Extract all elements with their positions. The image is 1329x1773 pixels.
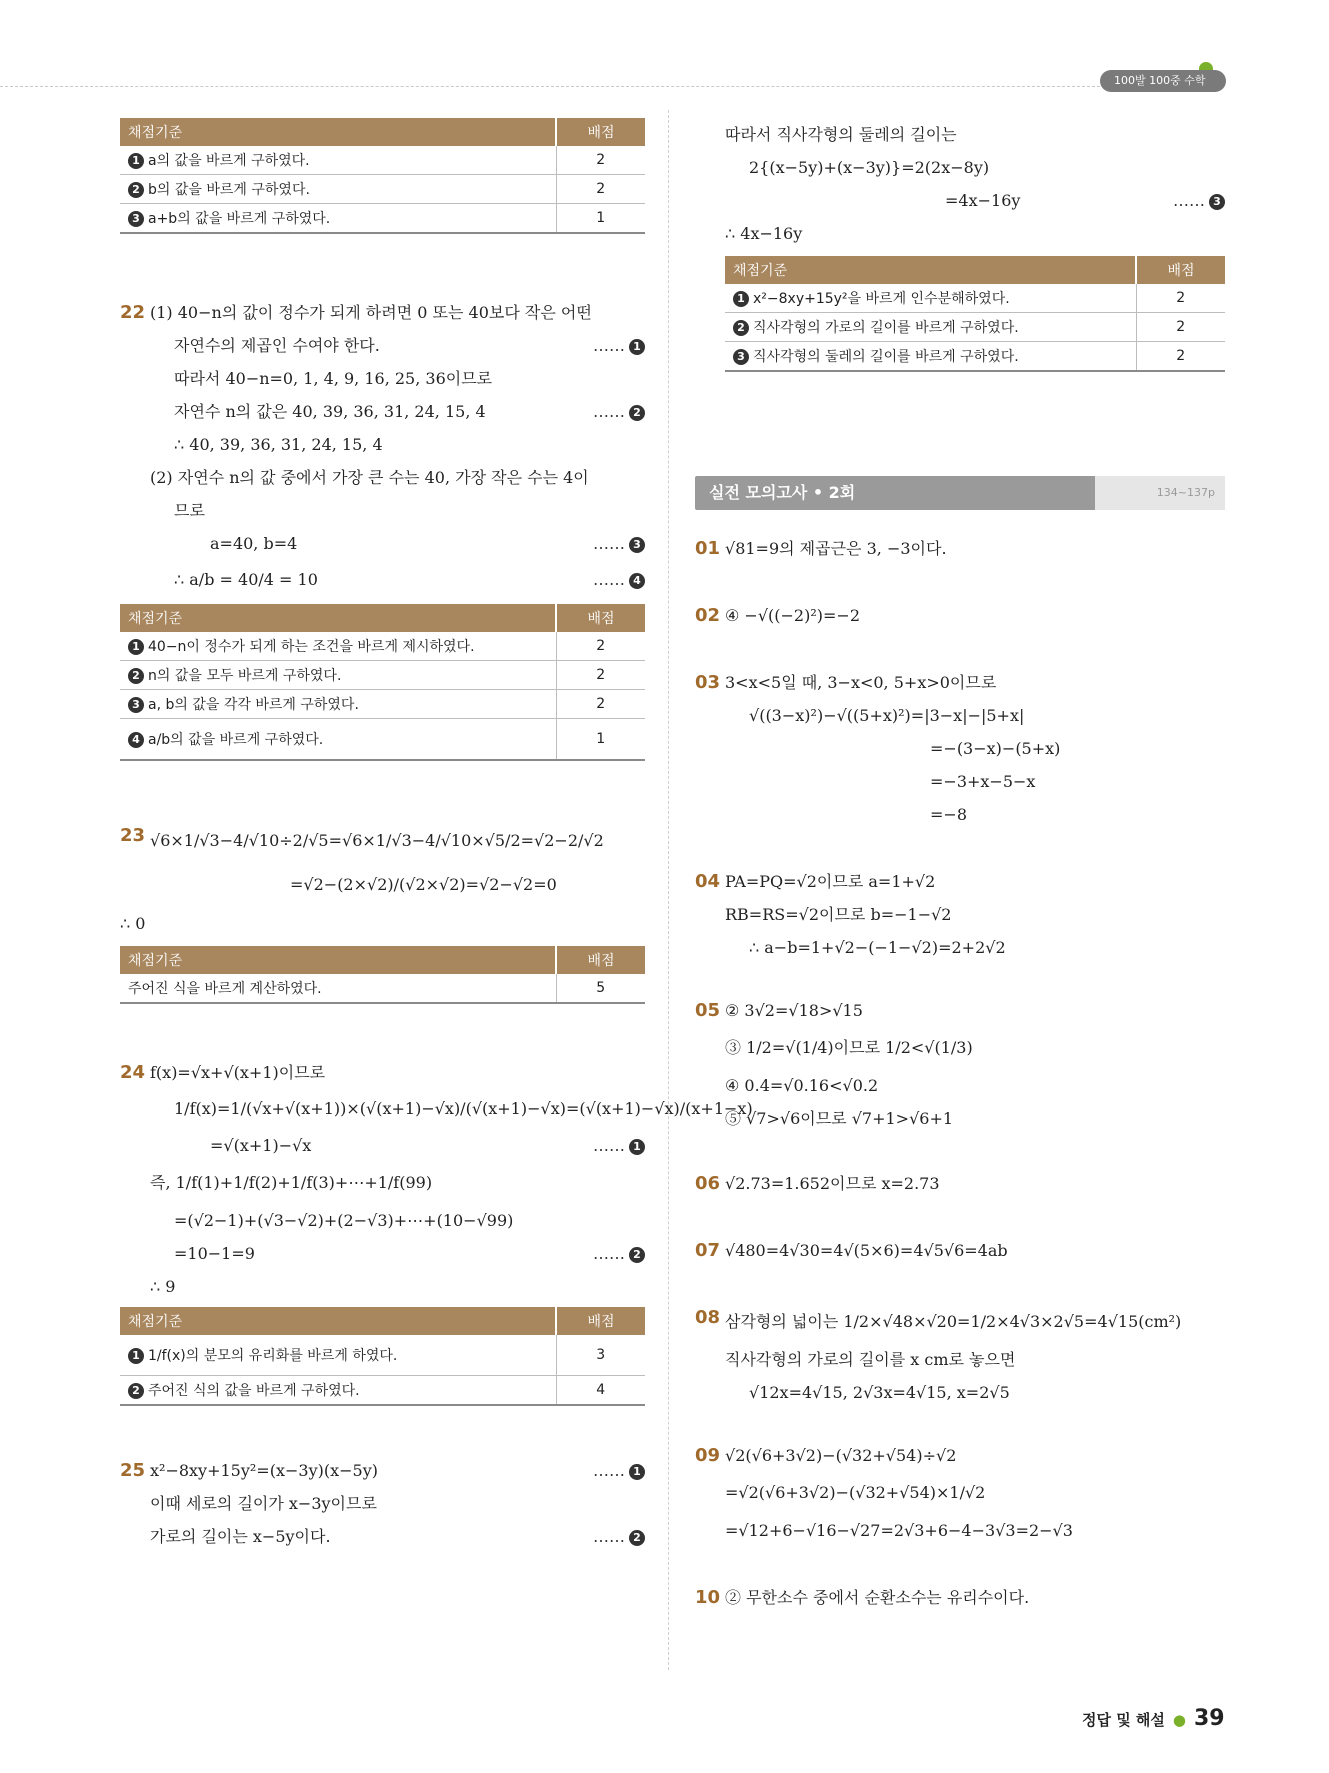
solution-line: =(√2−1)+(√3−√2)+(2−√3)+⋯+(10−√99) (174, 1211, 514, 1230)
question-10 (695, 1581, 1225, 1614)
header-divider (0, 86, 1110, 87)
solution-line: √6×1/√3−4/√10÷2/√5=√6×1/√3−4/√10×√5/2=√2−2/√2 (150, 831, 604, 850)
table-row (120, 175, 645, 204)
solution-line-row (150, 1520, 645, 1553)
solution-line-row (150, 527, 645, 560)
step-number-icon: 1 (128, 153, 144, 169)
problem-number: 25 (120, 1460, 146, 1481)
problem-number: 24 (120, 1062, 146, 1083)
problem-number: 03 (695, 672, 721, 693)
table-header-points: 배점 (556, 118, 645, 146)
step-marker: …… 3 (593, 527, 645, 560)
solution-line: =√12+6−√16−√27=2√3+6−4−3√3=2−√3 (725, 1521, 1073, 1540)
points-cell: 2 (556, 690, 645, 719)
spacer (695, 831, 1225, 865)
solution-line: =4x−16y (945, 191, 1021, 210)
table-header-criteria: 채점기준 (120, 1307, 556, 1335)
points-cell: 1 (556, 719, 645, 761)
section-page-range: 134~137p (1095, 476, 1225, 510)
criteria-text: a+b의 값을 바르게 구하였다. (148, 211, 331, 227)
dots: …… (593, 570, 625, 589)
solution-line: 자연수 n의 값은 40, 39, 36, 31, 24, 15, 4 (174, 402, 486, 421)
points-cell: 2 (556, 146, 645, 175)
criteria-text: 1/f(x)의 분모의 유리화를 바르게 하였다. (148, 1348, 398, 1364)
points-cell: 3 (556, 1335, 645, 1376)
solution-line-row (150, 1454, 645, 1487)
step-marker: …… 2 (593, 395, 645, 428)
step-number-icon: 1 (733, 291, 749, 307)
table-row (725, 342, 1225, 372)
points-cell: 4 (556, 1376, 645, 1406)
page-footer (1082, 1706, 1225, 1731)
solution-line: a=40, b=4 (210, 534, 298, 553)
solution-line: √12x=4√15, 2√3x=4√15, x=2√5 (749, 1383, 1010, 1402)
spacer (695, 964, 1225, 994)
points-cell: 2 (556, 661, 645, 690)
solution-line: =√2(√6+3√2)−(√32+√54)×1/√2 (725, 1483, 986, 1502)
spacer (695, 1267, 1225, 1301)
step-marker: …… 1 (593, 329, 645, 362)
question-05 (695, 994, 1225, 1135)
spacer (120, 761, 645, 819)
solution-line: 3<x<5일 때, 3−x<0, 5+x>0이므로 (725, 673, 997, 692)
step-number-icon: 2 (128, 1383, 144, 1399)
solution-line: 즉, 1/f(1)+1/f(2)+1/f(3)+⋯+1/f(99) (150, 1173, 433, 1192)
solution-line: ∴ a−b=1+√2−(−1−√2)=2+2√2 (749, 938, 1006, 957)
criteria-text: 주어진 식의 값을 바르게 구하였다. (148, 1383, 360, 1399)
step-number-icon: 3 (733, 349, 749, 365)
solution-line-row (150, 1237, 645, 1270)
footer-dot-icon: ● (1172, 1711, 1186, 1729)
table-header-criteria: 채점기준 (120, 946, 556, 974)
solution-line: ∴ a/b = 40/4 = 10 (174, 570, 318, 589)
solution-line: √2(√6+3√2)−(√32+√54)÷√2 (725, 1446, 957, 1465)
question-09 (695, 1439, 1225, 1547)
solution-line: =√(x+1)−√x (210, 1136, 312, 1155)
problem-number: 10 (695, 1587, 721, 1608)
solution-line: =−8 (930, 805, 967, 824)
solution-line: ∴ 9 (150, 1277, 176, 1296)
table-header-points: 배점 (556, 946, 645, 974)
step-number-icon: 4 (128, 732, 144, 748)
step-marker: …… 4 (593, 560, 645, 600)
solution-line: x²−8xy+15y²=(x−3y)(x−5y) (150, 1461, 378, 1480)
dots: …… (593, 1461, 625, 1480)
points-cell: 2 (1136, 342, 1225, 372)
solution-line: 가로의 길이는 x−5y이다. (150, 1527, 331, 1546)
spacer (695, 565, 1225, 599)
table-row (120, 974, 645, 1003)
table-row (120, 204, 645, 234)
spacer (120, 234, 645, 296)
section-header (695, 476, 1225, 510)
solution-line: ② 3√2=√18>√15 (725, 1001, 863, 1020)
scoring-table-24 (120, 1307, 645, 1406)
table-row (725, 313, 1225, 342)
question-02 (695, 599, 1225, 632)
step-number-icon: 3 (128, 211, 144, 227)
question-08 (695, 1301, 1225, 1409)
table-row (120, 632, 645, 661)
spacer (120, 1004, 645, 1056)
right-column (695, 118, 1225, 1614)
solution-line: ∴ 40, 39, 36, 31, 24, 15, 4 (174, 435, 383, 454)
dots: …… (593, 1244, 625, 1263)
solution-line: 따라서 40−n=0, 1, 4, 9, 16, 25, 36이므로 (174, 369, 493, 388)
solution-line: =√2−(2×√2)/(√2×√2)=√2−√2=0 (290, 875, 557, 894)
table-header-criteria: 채점기준 (120, 604, 556, 632)
problem-25 (120, 1454, 645, 1553)
table-header-criteria: 채점기준 (725, 256, 1136, 284)
points-cell: 2 (556, 175, 645, 204)
step-number-icon: 3 (128, 697, 144, 713)
points-cell: 2 (556, 632, 645, 661)
table-header-points: 배점 (1136, 256, 1225, 284)
step-marker: …… 1 (593, 1454, 645, 1487)
footer-label: 정답 및 해설 (1082, 1711, 1165, 1729)
table-row (120, 146, 645, 175)
solution-line: (1) 40−n의 값이 정수가 되게 하려면 0 또는 40보다 작은 어떤 (150, 303, 592, 322)
problem-number: 05 (695, 1000, 721, 1021)
step-number-icon: 2 (733, 320, 749, 336)
problem-23 (120, 819, 645, 940)
criteria-text: 주어진 식을 바르게 계산하였다. (128, 981, 322, 997)
solution-line: √2.73=1.652이므로 x=2.73 (725, 1174, 940, 1193)
solution-line: =−(3−x)−(5+x) (930, 739, 1061, 758)
scoring-table-23 (120, 946, 645, 1004)
dots: …… (593, 1136, 625, 1155)
spacer (695, 1409, 1225, 1439)
step-marker: …… 2 (593, 1520, 645, 1553)
solution-line: ∴ 4x−16y (725, 224, 803, 243)
criteria-text: b의 값을 바르게 구하였다. (148, 182, 310, 198)
problem-number: 09 (695, 1445, 721, 1466)
problem-number: 04 (695, 871, 721, 892)
solution-line: 자연수의 제곱인 수여야 한다. (174, 336, 380, 355)
step-marker: …… 1 (593, 1129, 645, 1162)
table-header-criteria: 채점기준 (120, 118, 556, 146)
problem-22 (120, 296, 645, 600)
step-number-icon: 2 (128, 668, 144, 684)
solution-line: ∴ 0 (120, 914, 146, 933)
scoring-table-25 (725, 256, 1225, 372)
question-06 (695, 1167, 1225, 1200)
table-header-points: 배점 (556, 604, 645, 632)
dots: …… (593, 402, 625, 421)
problem-number: 07 (695, 1240, 721, 1261)
spacer (120, 1406, 645, 1454)
criteria-text: a의 값을 바르게 구하였다. (148, 153, 310, 169)
solution-line: RB=RS=√2이므로 b=−1−√2 (725, 905, 952, 924)
solution-line: PA=PQ=√2이므로 a=1+√2 (725, 872, 936, 891)
solution-line: ② 무한소수 중에서 순환소수는 유리수이다. (725, 1588, 1030, 1607)
table-row (120, 1376, 645, 1406)
section-title: 실전 모의고사 • 2회 (709, 483, 856, 502)
solution-line-row (150, 1129, 645, 1162)
solution-line: (2) 자연수 n의 값 중에서 가장 큰 수는 40, 가장 작은 수는 4이 (150, 468, 589, 487)
criteria-text: x²−8xy+15y²을 바르게 인수분해하였다. (753, 291, 1010, 307)
dots: …… (593, 336, 625, 355)
criteria-text: 직사각형의 가로의 길이를 바르게 구하였다. (753, 320, 1019, 336)
question-04 (695, 865, 1225, 964)
dots: …… (593, 1527, 625, 1546)
step-marker: …… 2 (593, 1237, 645, 1270)
solution-line: 이때 세로의 길이가 x−3y이므로 (150, 1494, 377, 1513)
points-cell: 5 (556, 974, 645, 1003)
criteria-text: a, b의 값을 각각 바르게 구하였다. (148, 697, 359, 713)
spacer (695, 1200, 1225, 1234)
spacer (695, 510, 1225, 532)
solution-line: ③ 1/2=√(1/4)이므로 1/2<√(1/3) (725, 1038, 973, 1057)
solution-line: 직사각형의 가로의 길이를 x cm로 놓으면 (725, 1350, 1016, 1369)
solution-line-row (725, 184, 1225, 217)
solution-line: ④ 0.4=√0.16<√0.2 (725, 1076, 879, 1095)
solution-line: √((3−x)²)−√((5+x)²)=|3−x|−|5+x| (749, 706, 1025, 725)
solution-line: 삼각형의 넓이는 1/2×√48×√20=1/2×4√3×2√5=4√15(cm²) (725, 1312, 1182, 1331)
points-cell: 2 (1136, 284, 1225, 313)
problem-25-continued (695, 118, 1225, 250)
solution-line: ⑤ √7>√6이므로 √7+1>√6+1 (725, 1109, 954, 1128)
solution-line: f(x)=√x+√(x+1)이므로 (150, 1063, 326, 1082)
problem-number: 22 (120, 302, 146, 323)
step-marker: …… 3 (1173, 184, 1225, 217)
solution-line-row (150, 395, 645, 428)
table-row (120, 719, 645, 761)
spacer (695, 1135, 1225, 1167)
spacer (695, 632, 1225, 666)
problem-number: 01 (695, 538, 721, 559)
problem-number: 02 (695, 605, 721, 626)
criteria-text: a/b의 값을 바르게 구하였다. (148, 732, 324, 748)
dots: …… (1173, 191, 1205, 210)
solution-line: √480=4√30=4√(5×6)=4√5√6=4ab (725, 1241, 1008, 1260)
points-cell: 1 (556, 204, 645, 234)
table-row (120, 690, 645, 719)
problem-number: 06 (695, 1173, 721, 1194)
scoring-table-21 (120, 118, 645, 234)
solution-line: =10−1=9 (174, 1244, 255, 1263)
step-number-icon: 1 (128, 639, 144, 655)
table-header-points: 배점 (556, 1307, 645, 1335)
solution-line: 1/f(x)=1/(√x+√(x+1))×(√(x+1)−√x)/(√(x+1)−√x)=(√(x+1)−√x)/(x+1−x) (174, 1099, 753, 1118)
solution-line: ④ −√((−2)²)=−2 (725, 606, 860, 625)
problem-number: 08 (695, 1307, 721, 1328)
column-divider (668, 110, 669, 1670)
book-title-badge: 100발 100중 수학 (1100, 70, 1226, 92)
table-row (120, 1335, 645, 1376)
page-number: 39 (1194, 1706, 1225, 1731)
solution-line: 2{(x−5y)+(x−3y)}=2(2x−8y) (749, 158, 990, 177)
solution-line: 따라서 직사각형의 둘레의 길이는 (725, 125, 957, 144)
solution-line: 므로 (174, 501, 205, 520)
question-07 (695, 1234, 1225, 1267)
spacer (695, 1547, 1225, 1581)
criteria-text: 40−n이 정수가 되게 하는 조건을 바르게 제시하였다. (148, 639, 475, 655)
table-row (120, 661, 645, 690)
question-01 (695, 532, 1225, 565)
step-number-icon: 2 (128, 182, 144, 198)
problem-number: 23 (120, 825, 146, 846)
points-cell: 2 (1136, 313, 1225, 342)
solution-line-row (150, 560, 645, 600)
dots: …… (593, 534, 625, 553)
criteria-text: 직사각형의 둘레의 길이를 바르게 구하였다. (753, 349, 1019, 365)
table-row (725, 284, 1225, 313)
question-03 (695, 666, 1225, 831)
solution-line-row (150, 329, 645, 362)
step-number-icon: 1 (128, 1348, 144, 1364)
criteria-text: n의 값을 모두 바르게 구하였다. (148, 668, 342, 684)
spacer (695, 372, 1225, 476)
scoring-table-22 (120, 604, 645, 761)
solution-line: =−3+x−5−x (930, 772, 1036, 791)
solution-line: √81=9의 제곱근은 3, −3이다. (725, 539, 947, 558)
